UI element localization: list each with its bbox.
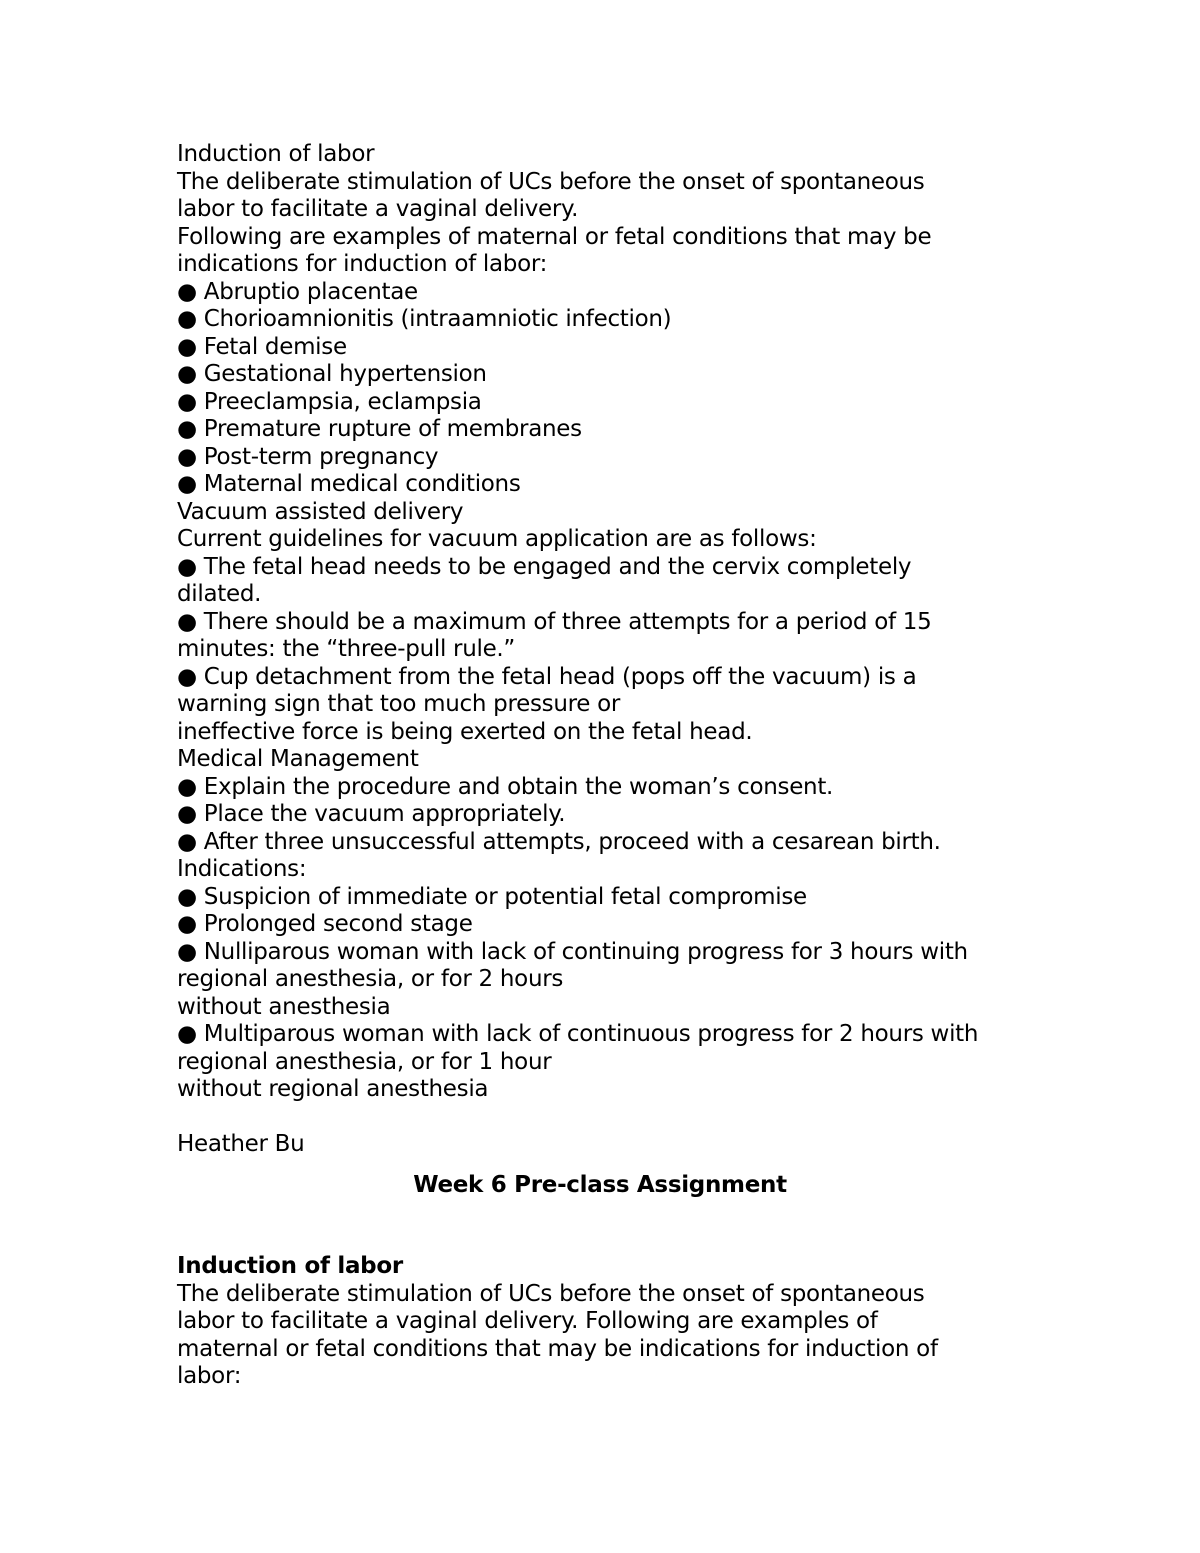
bullet-item: ● Prolonged second stage bbox=[177, 911, 473, 937]
bullet-item: ● Premature rupture of membranes bbox=[177, 416, 582, 442]
bullet-item: ● Fetal demise bbox=[177, 333, 347, 360]
assignment-title: Week 6 Pre-class Assignment bbox=[413, 1171, 787, 1198]
document-page bbox=[177, 141, 1037, 1391]
bullet-item: ● Post-term pregnancy bbox=[177, 443, 439, 470]
section-heading-vacuum: Vacuum assisted delivery bbox=[177, 498, 464, 525]
bullet-item: ● Abruptio placentae bbox=[177, 278, 418, 305]
bullet-item: ● After three unsuccessful attempts, proceed with a cesarean birth. bbox=[177, 828, 941, 855]
author-name: Heather Bu bbox=[177, 1131, 305, 1157]
text-line: ineffective force is being exerted on the fetal head. bbox=[177, 718, 753, 745]
bullet-item: ● Place the vacuum appropriately. bbox=[177, 801, 566, 827]
text-line: dilated. bbox=[177, 581, 262, 607]
text-line: without anesthesia bbox=[177, 993, 391, 1020]
section-heading-medical-management: Medical Management bbox=[177, 746, 419, 772]
text-line: indications for induction of labor: bbox=[177, 251, 548, 277]
section-heading-induction-bold: Induction of labor bbox=[177, 1253, 403, 1279]
blank-line bbox=[177, 1199, 1037, 1253]
text-line: Current guidelines for vacuum application are as follows: bbox=[177, 526, 817, 552]
bullet-item: ● Suspicion of immediate or potential fetal compromise bbox=[177, 883, 807, 910]
bullet-item: ● Chorioamnionitis (intraamniotic infection) bbox=[177, 306, 672, 332]
bullet-item: ● Nulliparous woman with lack of continuing progress for 3 hours with bbox=[177, 938, 968, 965]
text-line: without regional anesthesia bbox=[177, 1076, 489, 1102]
text-line: regional anesthesia, or for 1 hour bbox=[177, 1048, 552, 1075]
text-line: The deliberate stimulation of UCs before the onset of spontaneous bbox=[177, 1280, 925, 1307]
bullet-item: ● Maternal medical conditions bbox=[177, 471, 521, 497]
bullet-item: ● Multiparous woman with lack of continuous progress for 2 hours with bbox=[177, 1021, 979, 1047]
bullet-item: ● Cup detachment from the fetal head (pops off the vacuum) is a bbox=[177, 663, 917, 690]
text-line: minutes: the “three-pull rule.” bbox=[177, 636, 516, 662]
text-line: maternal or fetal conditions that may be indications for induction of bbox=[177, 1335, 938, 1362]
text-line: labor: bbox=[177, 1363, 242, 1389]
bullet-item: ● Explain the procedure and obtain the woman’s consent. bbox=[177, 773, 834, 800]
text-line: labor to facilitate a vaginal delivery. Following are examples of bbox=[177, 1308, 878, 1334]
text-line: Following are examples of maternal or fetal conditions that may be bbox=[177, 223, 932, 250]
bullet-item: ● The fetal head needs to be engaged and the cervix completely bbox=[177, 553, 912, 580]
section-heading-induction: Induction of labor bbox=[177, 141, 375, 167]
text-line: regional anesthesia, or for 2 hours bbox=[177, 966, 564, 992]
bullet-item: ● Preeclampsia, eclampsia bbox=[177, 388, 482, 415]
bullet-item: ● Gestational hypertension bbox=[177, 361, 487, 387]
section-heading-indications: Indications: bbox=[177, 856, 307, 882]
bullet-item: ● There should be a maximum of three attempts for a period of 15 bbox=[177, 608, 932, 635]
blank-line bbox=[177, 1104, 1037, 1132]
text-line: warning sign that too much pressure or bbox=[177, 691, 621, 717]
text-line: labor to facilitate a vaginal delivery. bbox=[177, 196, 579, 222]
text-line: The deliberate stimulation of UCs before the onset of spontaneous bbox=[177, 168, 925, 195]
